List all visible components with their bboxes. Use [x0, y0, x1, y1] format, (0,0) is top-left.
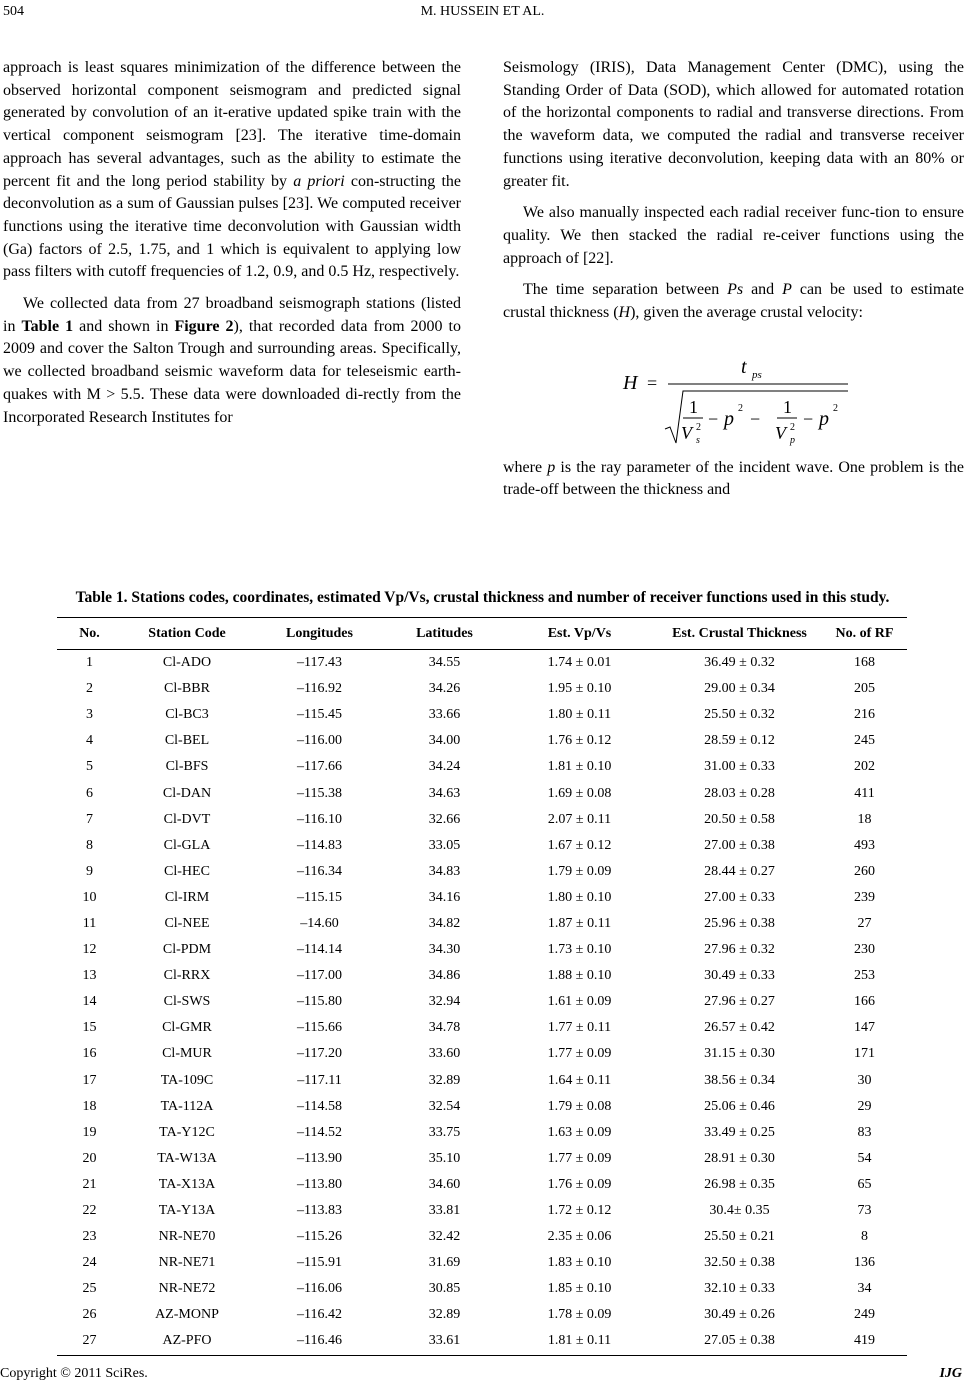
- table-cell: 31.15 ± 0.30: [704, 1046, 775, 1062]
- table-cell: 1: [86, 655, 93, 671]
- table-row: [57, 754, 907, 780]
- table-cell: 32.54: [428, 1098, 461, 1114]
- table-cell: Cl-SWS: [163, 994, 211, 1010]
- table-cell: 38.56 ± 0.34: [704, 1072, 775, 1088]
- table-cell: –114.14: [297, 942, 342, 958]
- table-row: [57, 1250, 907, 1276]
- table-cell: 21: [82, 1176, 97, 1192]
- equation-minus: −: [708, 408, 719, 429]
- copyright-notice: Copyright © 2011 SciRes.: [0, 1366, 148, 1381]
- table-cell: 29: [857, 1098, 872, 1114]
- table-row: [57, 1041, 907, 1067]
- table-cell: 25.96 ± 0.38: [704, 915, 775, 931]
- table-cell: 27: [857, 915, 872, 931]
- column-header: No. of RF: [822, 618, 907, 650]
- table-cell: 28.59 ± 0.12: [704, 733, 775, 749]
- table-cell: 32.66: [428, 811, 461, 827]
- table-cell: 31.00 ± 0.33: [704, 759, 775, 775]
- table-cell: –117.66: [297, 759, 342, 775]
- equation-sub: s: [696, 434, 700, 446]
- table-row: [57, 833, 907, 859]
- paragraph: Seismology (IRIS), Data Management Center (DMC), using the Standing Order of Data (SOD), which allowed for automated rotation of the horizontal components to radial and transverse directions. From the waveform data, we computed the radial and transverse receiver functions using iterative deconvolution, keeping data with an 80% or greater fit.: [503, 59, 964, 190]
- table-cell: 34.60: [428, 1176, 461, 1192]
- table-cell: 25.50 ± 0.32: [704, 707, 775, 723]
- table-cell: 16: [82, 1046, 97, 1062]
- table-cell: 8: [861, 1229, 868, 1245]
- table-cell: NR-NE70: [158, 1229, 216, 1245]
- table-cell: 28.91 ± 0.30: [704, 1150, 775, 1166]
- table-cell: 245: [854, 733, 875, 749]
- table-cell: 34.24: [428, 759, 461, 775]
- table-cell: 54: [857, 1150, 872, 1166]
- equation-equals: =: [647, 372, 658, 393]
- table-row: [57, 1146, 907, 1172]
- table-cell: 1.88 ± 0.10: [547, 968, 612, 984]
- table-cell: 34.82: [428, 915, 461, 931]
- table-cell: –115.45: [297, 707, 342, 723]
- left-column: [3, 57, 461, 429]
- stations-table: [57, 617, 907, 1356]
- table-row: [57, 1328, 907, 1355]
- table-cell: 1.67 ± 0.12: [547, 837, 612, 853]
- table-cell: 1.85 ± 0.10: [547, 1281, 612, 1297]
- column-header: No.: [57, 618, 122, 650]
- equation-numerator-sub: ps: [752, 368, 762, 381]
- table-cell: Cl-GMR: [162, 1020, 212, 1036]
- table-cell: –113.83: [297, 1203, 342, 1219]
- table-row: [57, 1094, 907, 1120]
- table-cell: 27.96 ± 0.27: [704, 994, 775, 1010]
- table-cell: TA-X13A: [158, 1176, 216, 1192]
- table-cell: 2.35 ± 0.06: [547, 1229, 612, 1245]
- table-cell: 29.00 ± 0.34: [704, 681, 775, 697]
- table-cell: 14: [82, 994, 97, 1010]
- table-cell: 32.89: [428, 1072, 461, 1088]
- table-cell: 17: [82, 1072, 97, 1088]
- table-cell: Cl-BC3: [165, 707, 209, 723]
- table-cell: 25.06 ± 0.46: [704, 1098, 775, 1114]
- table-cell: NR-NE72: [158, 1281, 216, 1297]
- table-cell: 33.66: [428, 707, 461, 723]
- table-cell: –115.80: [297, 994, 342, 1010]
- table-cell: Cl-BEL: [164, 733, 210, 749]
- table-cell: 18: [82, 1098, 97, 1114]
- equation-sub: p: [790, 434, 795, 446]
- table-cell: 15: [82, 1020, 97, 1036]
- table-cell: 34.30: [428, 942, 461, 958]
- table-cell: Cl-NEE: [164, 915, 210, 931]
- table-cell: 24: [82, 1255, 97, 1271]
- equation-exponent: 2: [833, 402, 838, 414]
- table-cell: 32.89: [428, 1307, 461, 1323]
- table-cell: 34.16: [428, 889, 461, 905]
- table-row: [57, 1224, 907, 1250]
- column-header: Longitudes: [252, 618, 387, 650]
- table-row: [57, 911, 907, 937]
- paragraph: The time separation between Ps and P can be used to estimate crustal thickness (H), given the average crustal velocity:: [503, 281, 964, 322]
- table-cell: 26.98 ± 0.35: [704, 1176, 775, 1192]
- table-cell: 19: [82, 1124, 97, 1140]
- table-cell: 1.61 ± 0.09: [547, 994, 612, 1010]
- page-number: 504: [3, 4, 24, 19]
- table-cell: 33.05: [428, 837, 461, 853]
- table-cell: –114.52: [297, 1124, 342, 1140]
- table-cell: 202: [854, 759, 875, 775]
- table-cell: 20: [82, 1150, 97, 1166]
- table-cell: 2: [86, 681, 93, 697]
- table-cell: 1.79 ± 0.09: [547, 863, 612, 879]
- table-cell: 12: [82, 942, 97, 958]
- table-row: [57, 963, 907, 989]
- table-cell: 1.74 ± 0.01: [547, 655, 612, 671]
- table-cell: 11: [82, 915, 97, 931]
- table-cell: 30.4± 0.35: [709, 1203, 770, 1219]
- table-cell: 34.63: [428, 785, 461, 801]
- table-cell: 3: [86, 707, 93, 723]
- table-cell: 35.10: [428, 1150, 461, 1166]
- table-cell: 27.00 ± 0.38: [704, 837, 775, 853]
- equation-v: V: [775, 422, 786, 443]
- table-cell: Cl-BBR: [164, 681, 210, 697]
- table-cell: Cl-ADO: [162, 655, 212, 671]
- table-cell: 32.94: [428, 994, 461, 1010]
- equation-p: p: [819, 407, 829, 430]
- table-cell: 1.63 ± 0.09: [547, 1124, 612, 1140]
- table-cell: 28.44 ± 0.27: [704, 863, 775, 879]
- table-cell: Cl-MUR: [162, 1046, 212, 1062]
- table-cell: 34.55: [428, 655, 461, 671]
- table-row: [57, 885, 907, 911]
- table-cell: 34.78: [428, 1020, 461, 1036]
- table-cell: 26: [82, 1307, 97, 1323]
- table-cell: 1.81 ± 0.11: [502, 1328, 657, 1355]
- table-row: [57, 1120, 907, 1146]
- table-row: [57, 807, 907, 833]
- table-row: [57, 859, 907, 885]
- table-cell: 34.00: [428, 733, 461, 749]
- table-cell: Cl-IRM: [164, 889, 210, 905]
- equation-one: 1: [689, 396, 698, 417]
- table-cell: TA-Y13A: [158, 1203, 216, 1219]
- table-cell: 1.77 ± 0.09: [547, 1046, 612, 1062]
- table-cell: –117.20: [297, 1046, 342, 1062]
- table-cell: 493: [854, 837, 875, 853]
- table-cell: –115.15: [297, 889, 342, 905]
- table-row: [57, 937, 907, 963]
- table-cell: TA-Y12C: [159, 1124, 215, 1140]
- table-cell: –114.58: [297, 1098, 342, 1114]
- table-cell: 34.83: [428, 863, 461, 879]
- table-cell: 27.05 ± 0.38: [657, 1328, 822, 1355]
- table-cell: 34.86: [428, 968, 461, 984]
- table-cell: 23: [82, 1229, 97, 1245]
- table-cell: Cl-PDM: [162, 942, 212, 958]
- table-cell: 32.10 ± 0.33: [704, 1281, 775, 1297]
- right-column: [503, 57, 964, 502]
- table-cell: AZ-PFO: [122, 1328, 252, 1355]
- equation-minus: −: [803, 408, 814, 429]
- table-cell: 30.49 ± 0.33: [704, 968, 775, 984]
- thickness-equation: [503, 331, 964, 449]
- column-header: Latitudes: [387, 618, 502, 650]
- table-cell: 27.96 ± 0.32: [704, 942, 775, 958]
- table-cell: 1.80 ± 0.10: [547, 889, 612, 905]
- journal-name: IJG: [939, 1366, 962, 1381]
- table-cell: 1.76 ± 0.09: [547, 1176, 612, 1192]
- table-cell: 216: [854, 707, 875, 723]
- table-cell: TA-W13A: [157, 1150, 217, 1166]
- column-header: Est. Vp/Vs: [502, 618, 657, 650]
- table-cell: 1.76 ± 0.12: [547, 733, 612, 749]
- table-cell: 7: [86, 811, 93, 827]
- table-cell: –117.43: [297, 655, 342, 671]
- table-cell: –115.66: [297, 1020, 342, 1036]
- table-cell: 2.07 ± 0.11: [547, 811, 612, 827]
- table-cell: 4: [86, 733, 93, 749]
- table-cell: 20.50 ± 0.58: [704, 811, 775, 827]
- table-cell: 249: [854, 1307, 875, 1323]
- table-cell: 32.50 ± 0.38: [704, 1255, 775, 1271]
- table-cell: 73: [857, 1203, 872, 1219]
- table-caption: Table 1. Stations codes, coordinates, estimated Vp/Vs, crustal thickness and number of receiver functions used in this study.: [75, 589, 890, 606]
- table-cell: 83: [857, 1124, 872, 1140]
- table-cell: 1.87 ± 0.11: [547, 915, 612, 931]
- table-cell: 205: [854, 681, 875, 697]
- table-cell: Cl-GLA: [163, 837, 211, 853]
- figure-reference-link[interactable]: Figure 2: [174, 317, 234, 335]
- table-cell: 1.69 ± 0.08: [547, 785, 612, 801]
- table-row: [57, 1198, 907, 1224]
- table-cell: 33.60: [428, 1046, 461, 1062]
- table-cell: 1.80 ± 0.11: [547, 707, 612, 723]
- table-cell: 260: [854, 863, 875, 879]
- table-cell: –116.92: [297, 681, 342, 697]
- table-row: [57, 650, 907, 677]
- table-cell: 27: [57, 1328, 122, 1355]
- table-cell: –115.91: [297, 1255, 342, 1271]
- column-header: Station Code: [122, 618, 252, 650]
- table-cell: –115.38: [297, 785, 342, 801]
- equation-exponent: 2: [790, 421, 795, 433]
- table-cell: Cl-RRX: [163, 968, 211, 984]
- table-cell: 1.95 ± 0.10: [547, 681, 612, 697]
- table-cell: 13: [82, 968, 97, 984]
- paragraph: where p is the ray parameter of the incident wave. One problem is the trade-off between the thickness and: [503, 458, 965, 499]
- running-title: M. HUSSEIN ET AL.: [420, 4, 545, 19]
- table-cell: 30.85: [428, 1281, 461, 1297]
- table-cell: 1.78 ± 0.09: [547, 1307, 612, 1323]
- table-cell: 31.69: [428, 1255, 461, 1271]
- table-cell: 25: [82, 1281, 97, 1297]
- table-cell: 1.73 ± 0.10: [547, 942, 612, 958]
- table-cell: AZ-MONP: [155, 1307, 219, 1323]
- table-cell: 1.64 ± 0.11: [547, 1072, 612, 1088]
- table-cell: 27.00 ± 0.33: [704, 889, 775, 905]
- table-cell: 1.79 ± 0.08: [547, 1098, 612, 1114]
- table-cell: 9: [86, 863, 93, 879]
- table-cell: Cl-HEC: [164, 863, 210, 879]
- equation-v: V: [681, 422, 692, 443]
- table-cell: Cl-DVT: [163, 811, 211, 827]
- table-cell: NR-NE71: [158, 1255, 216, 1271]
- table-cell: TA-112A: [160, 1098, 214, 1114]
- table-cell: –117.00: [297, 968, 342, 984]
- table-cell: 65: [857, 1176, 872, 1192]
- table-cell: 33.49 ± 0.25: [704, 1124, 775, 1140]
- table-cell: –116.46: [252, 1328, 387, 1355]
- table-row: [57, 989, 907, 1015]
- table-cell: –116.10: [297, 811, 342, 827]
- equation-exponent: 2: [696, 421, 701, 433]
- table-cell: –116.00: [297, 733, 342, 749]
- table-header-row: [57, 618, 907, 650]
- table-row: [57, 780, 907, 806]
- table-cell: –116.42: [297, 1307, 342, 1323]
- equation-p: p: [724, 407, 734, 430]
- table-cell: 10: [82, 889, 97, 905]
- table-row: [57, 1302, 907, 1328]
- table-cell: 136: [854, 1255, 875, 1271]
- table-cell: –114.83: [297, 837, 342, 853]
- table-reference-link[interactable]: Table 1: [21, 317, 74, 335]
- table-cell: 26.57 ± 0.42: [704, 1020, 775, 1036]
- table-cell: Cl-BFS: [165, 759, 209, 775]
- paragraph: We collected data from 27 broadband seismograph stations (listed in Table 1 and shown in Figure 2), that recorded data from 2000 to 2009 and cover the Salton Trough and surrounding areas. Specifically, we collected broadband seismic waveform data for teleseismic earth-quakes with M > 5.5. These data were downloaded di-rectly from the Incorporated Research Institutes for: [3, 295, 461, 426]
- table-cell: –113.90: [297, 1150, 342, 1166]
- table-row: [57, 1276, 907, 1302]
- table-cell: 1.83 ± 0.10: [547, 1255, 612, 1271]
- table-cell: 411: [854, 785, 875, 801]
- table-cell: 33.75: [428, 1124, 461, 1140]
- table-cell: –115.26: [297, 1229, 342, 1245]
- table-cell: 239: [854, 889, 875, 905]
- table-cell: 168: [854, 655, 875, 671]
- table-cell: Cl-DAN: [162, 785, 212, 801]
- table-cell: 25.50 ± 0.21: [704, 1229, 775, 1245]
- table-cell: 6: [86, 785, 93, 801]
- table-cell: 147: [854, 1020, 875, 1036]
- table-cell: –116.34: [297, 863, 342, 879]
- table-row: [57, 676, 907, 702]
- table-cell: 34: [857, 1281, 872, 1297]
- table-cell: –116.06: [297, 1281, 342, 1297]
- equation-lhs: H: [623, 371, 638, 394]
- table-cell: 8: [86, 837, 93, 853]
- table-row: [57, 702, 907, 728]
- table-cell: 1.72 ± 0.12: [547, 1203, 612, 1219]
- table-cell: 5: [86, 759, 93, 775]
- column-header: Est. Crustal Thickness: [657, 618, 822, 650]
- table-cell: 30: [857, 1072, 872, 1088]
- table-cell: –117.11: [297, 1072, 342, 1088]
- table-cell: 230: [854, 942, 875, 958]
- table-cell: 22: [82, 1203, 97, 1219]
- equation-exponent: 2: [738, 402, 743, 414]
- table-cell: 32.42: [428, 1229, 461, 1245]
- table-row: [57, 728, 907, 754]
- table-cell: –14.60: [300, 915, 339, 931]
- table-cell: 1.81 ± 0.10: [547, 759, 612, 775]
- table-cell: TA-109C: [160, 1072, 214, 1088]
- table-cell: 419: [822, 1328, 907, 1355]
- table-cell: 166: [854, 994, 875, 1010]
- paragraph: We also manually inspected each radial receiver func-tion to ensure quality. We then stacked the radial re-ceiver functions using the approach of [22].: [503, 204, 964, 267]
- table-cell: 33.81: [428, 1203, 461, 1219]
- table-row: [57, 1068, 907, 1094]
- table-cell: 253: [854, 968, 875, 984]
- table-cell: 171: [854, 1046, 875, 1062]
- table-row: [57, 1015, 907, 1041]
- table-cell: 34.26: [428, 681, 461, 697]
- table-row: [57, 1172, 907, 1198]
- table-cell: 28.03 ± 0.28: [704, 785, 775, 801]
- table-cell: 36.49 ± 0.32: [704, 655, 775, 671]
- table-cell: 1.77 ± 0.09: [547, 1150, 612, 1166]
- table-cell: 30.49 ± 0.26: [704, 1307, 775, 1323]
- equation-minus: −: [750, 408, 761, 429]
- table-cell: 18: [857, 811, 872, 827]
- table-cell: 1.77 ± 0.11: [547, 1020, 612, 1036]
- paragraph: approach is least squares minimization of the difference between the observed horizontal component seismogram and predicted signal generated by convolution of an it-erative updated spike train with the vertical component seismogram [23]. The iterative time-domain approach has several advantages, such as the ability to estimate the percent fit and the long period stability by a priori con-structing the deconvolution as a sum of Gaussian pulses [23]. We computed receiver functions using the iterative time deconvolution with Gaussian width (Ga) factors of 2.5, 1.75, and 1 which is equivalent to applying low pass filters with cutoff frequencies of 1.2, 0.9, and 0.5 Hz, respectively.: [3, 59, 462, 281]
- equation-one: 1: [783, 396, 792, 417]
- table-cell: 33.61: [387, 1328, 502, 1355]
- table-cell: –113.80: [297, 1176, 342, 1192]
- equation-numerator: t: [741, 355, 747, 378]
